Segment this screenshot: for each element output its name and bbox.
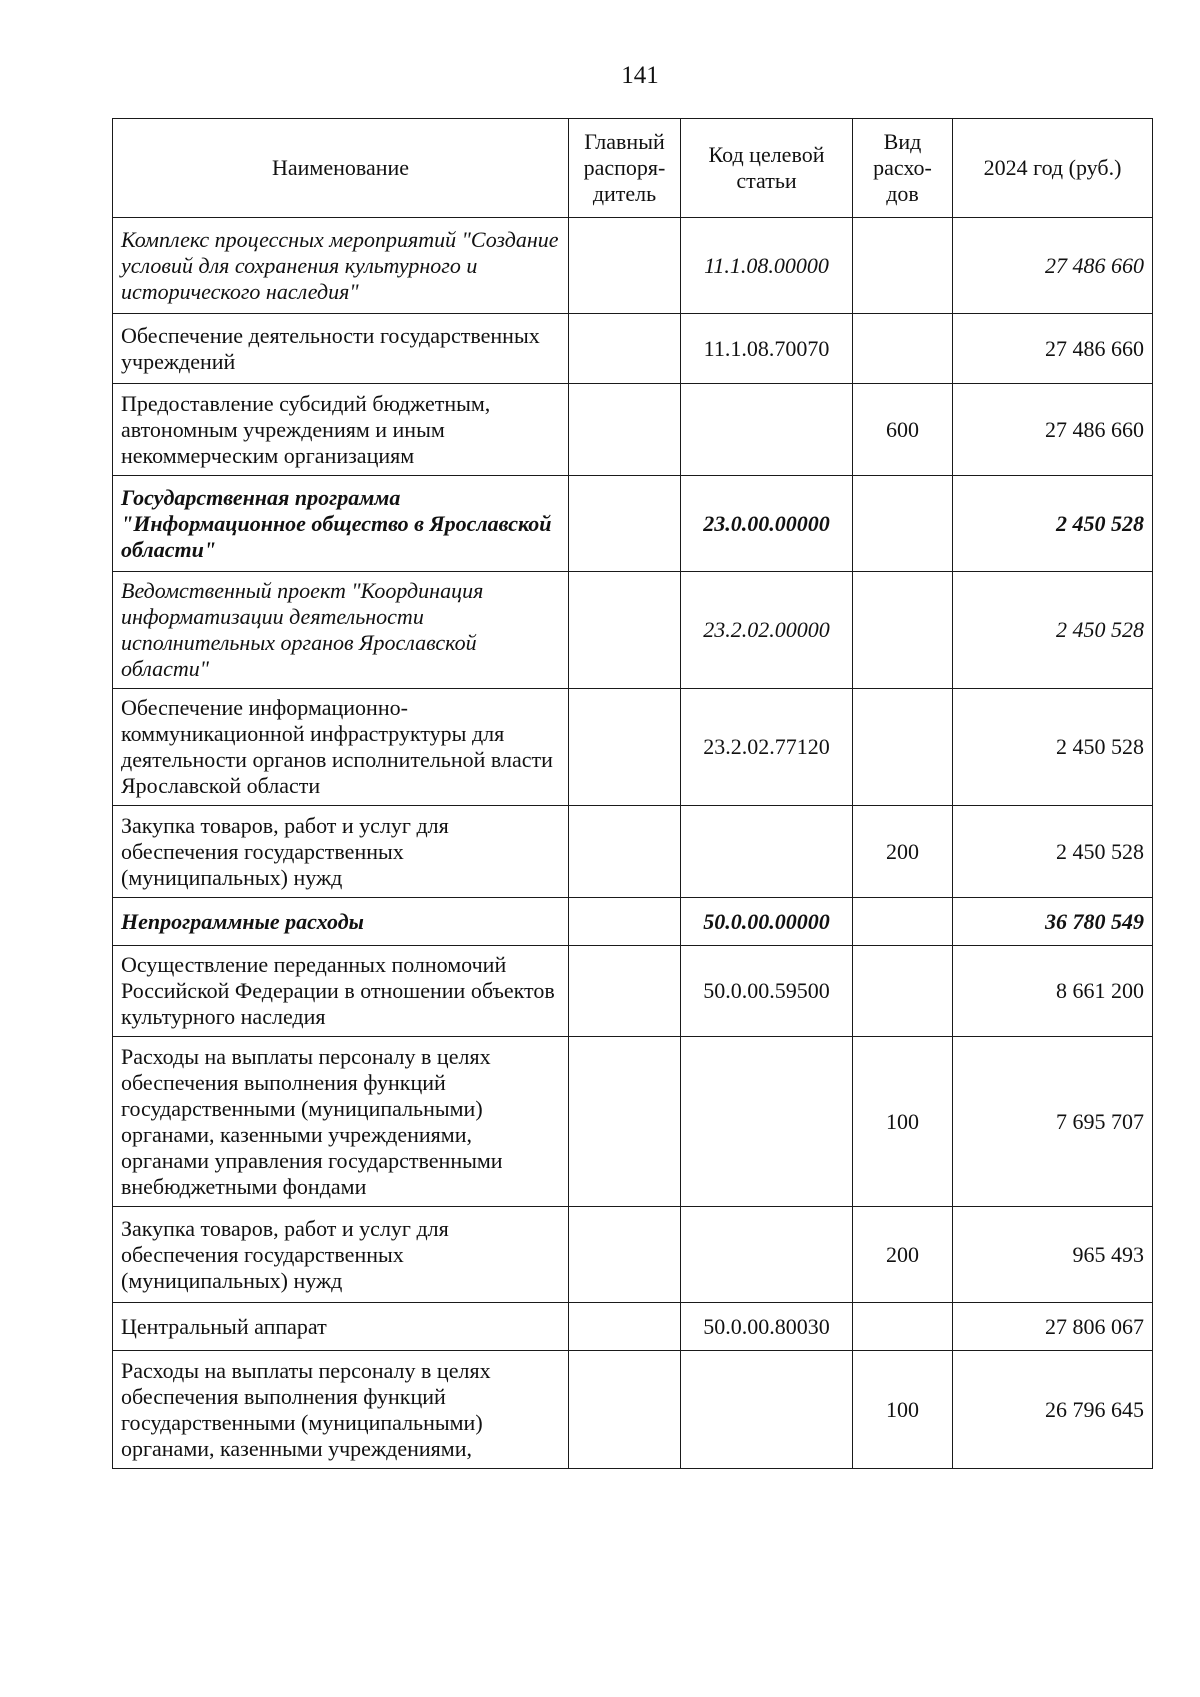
table-row — [113, 1351, 1153, 1469]
row-admin — [569, 946, 681, 1037]
row-kind — [853, 314, 953, 384]
row-name: Закупка товаров, работ и услуг для обеспечения государственных (муниципальных) нужд — [113, 1207, 569, 1303]
page-number: 141 — [621, 62, 659, 89]
table-row — [113, 946, 1153, 1037]
table-header — [113, 119, 1153, 218]
row-name: Центральный аппарат — [113, 1303, 569, 1351]
row-code: 11.1.08.70070 — [681, 314, 853, 384]
row-admin — [569, 689, 681, 806]
table-row — [113, 476, 1153, 572]
table-row — [113, 314, 1153, 384]
row-code: 23.2.02.77120 — [681, 689, 853, 806]
table-row — [113, 1303, 1153, 1351]
row-amount: 2 450 528 — [953, 806, 1153, 898]
row-name: Государственная программа "Информационное общество в Ярославской области" — [113, 476, 569, 572]
table-row — [113, 572, 1153, 689]
row-admin — [569, 898, 681, 946]
row-name: Расходы на выплаты персоналу в целях обеспечения выполнения функций государственными (муниципальными) органами, казенными учреждениями, органами управления государственными внебюджетными фондами — [113, 1037, 569, 1207]
table-row — [113, 689, 1153, 806]
table-row — [113, 218, 1153, 314]
row-code: 23.0.00.00000 — [681, 476, 853, 572]
row-admin — [569, 1303, 681, 1351]
row-code: 50.0.00.59500 — [681, 946, 853, 1037]
row-kind — [853, 946, 953, 1037]
row-amount: 27 486 660 — [953, 314, 1153, 384]
table-row — [113, 384, 1153, 476]
row-name: Комплекс процессных мероприятий "Создание условий для сохранения культурного и исторического наследия" — [113, 218, 569, 314]
row-admin — [569, 1037, 681, 1207]
table-body — [113, 218, 1153, 1469]
table-row — [113, 1037, 1153, 1207]
row-name: Расходы на выплаты персоналу в целях обеспечения выполнения функций государственными (муниципальными) органами, казенными учреждениями, — [113, 1351, 569, 1469]
table-row — [113, 1207, 1153, 1303]
row-code: 50.0.00.00000 — [681, 898, 853, 946]
row-admin — [569, 218, 681, 314]
row-code — [681, 806, 853, 898]
row-kind — [853, 898, 953, 946]
header-code: Код целевой статьи — [681, 119, 853, 218]
row-name: Осуществление переданных полномочий Российской Федерации в отношении объектов культурного наследия — [113, 946, 569, 1037]
table-row — [113, 898, 1153, 946]
row-kind — [853, 572, 953, 689]
row-code — [681, 1351, 853, 1469]
row-kind — [853, 1303, 953, 1351]
row-kind: 200 — [853, 806, 953, 898]
row-code: 23.2.02.00000 — [681, 572, 853, 689]
row-amount: 27 486 660 — [953, 218, 1153, 314]
row-amount: 26 796 645 — [953, 1351, 1153, 1469]
row-admin — [569, 314, 681, 384]
row-name: Обеспечение деятельности государственных учреждений — [113, 314, 569, 384]
row-amount: 36 780 549 — [953, 898, 1153, 946]
row-name: Ведомственный проект "Координация информатизации деятельности исполнительных органов Ярославской области" — [113, 572, 569, 689]
row-code — [681, 1207, 853, 1303]
row-kind: 100 — [853, 1037, 953, 1207]
row-name: Непрограммные расходы — [113, 898, 569, 946]
header-amount: 2024 год (руб.) — [953, 119, 1153, 218]
row-code — [681, 384, 853, 476]
row-amount: 2 450 528 — [953, 689, 1153, 806]
row-kind: 600 — [853, 384, 953, 476]
row-code — [681, 1037, 853, 1207]
row-kind: 100 — [853, 1351, 953, 1469]
row-name: Закупка товаров, работ и услуг для обеспечения государственных (муниципальных) нужд — [113, 806, 569, 898]
row-admin — [569, 572, 681, 689]
row-admin — [569, 476, 681, 572]
row-amount: 965 493 — [953, 1207, 1153, 1303]
header-kind: Вид расхо-дов — [853, 119, 953, 218]
row-kind — [853, 689, 953, 806]
row-amount: 2 450 528 — [953, 476, 1153, 572]
row-admin — [569, 806, 681, 898]
table-row — [113, 806, 1153, 898]
row-kind — [853, 218, 953, 314]
row-code: 11.1.08.00000 — [681, 218, 853, 314]
header-admin: Главный распоря-дитель — [569, 119, 681, 218]
row-admin — [569, 384, 681, 476]
row-admin — [569, 1207, 681, 1303]
row-kind — [853, 476, 953, 572]
row-amount: 7 695 707 — [953, 1037, 1153, 1207]
row-code: 50.0.00.80030 — [681, 1303, 853, 1351]
row-admin — [569, 1351, 681, 1469]
header-name: Наименование — [113, 119, 569, 218]
row-name: Обеспечение информационно-коммуникационной инфраструктуры для деятельности органов исполнительной власти Ярославской области — [113, 689, 569, 806]
row-amount: 2 450 528 — [953, 572, 1153, 689]
budget-table — [112, 118, 1153, 1469]
row-amount: 27 806 067 — [953, 1303, 1153, 1351]
row-amount: 27 486 660 — [953, 384, 1153, 476]
row-amount: 8 661 200 — [953, 946, 1153, 1037]
row-name: Предоставление субсидий бюджетным, автономным учреждениям и иным некоммерческим организациям — [113, 384, 569, 476]
row-kind: 200 — [853, 1207, 953, 1303]
